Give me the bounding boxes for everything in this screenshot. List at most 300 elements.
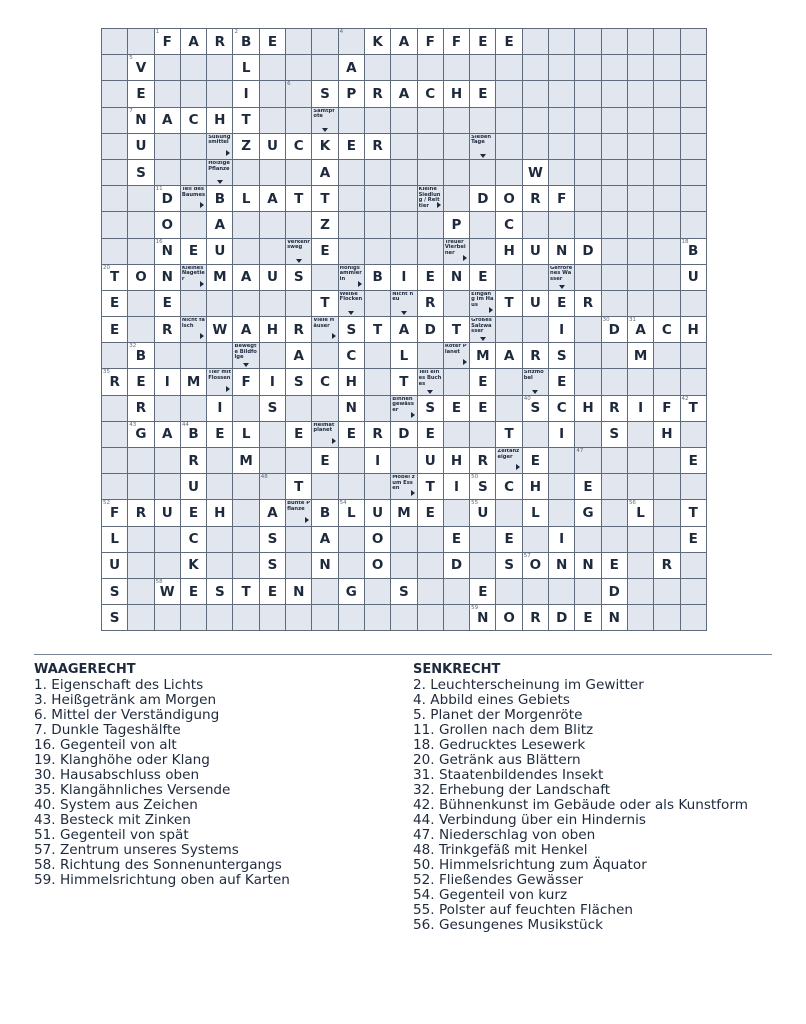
empty-cell[interactable] <box>602 134 628 160</box>
empty-cell[interactable] <box>181 396 207 422</box>
letter-cell[interactable] <box>444 396 470 422</box>
empty-cell[interactable] <box>549 474 575 500</box>
letter-cell[interactable] <box>233 422 259 448</box>
empty-cell[interactable] <box>181 343 207 369</box>
letter-cell[interactable] <box>391 81 417 107</box>
empty-cell[interactable] <box>628 134 654 160</box>
letter-cell[interactable] <box>260 29 286 55</box>
letter-cell[interactable] <box>181 29 207 55</box>
empty-cell[interactable] <box>312 29 338 55</box>
empty-cell[interactable] <box>418 160 444 186</box>
empty-cell[interactable] <box>286 55 312 81</box>
empty-cell[interactable] <box>391 239 417 265</box>
empty-cell[interactable] <box>418 527 444 553</box>
empty-cell[interactable] <box>339 605 365 631</box>
empty-cell[interactable] <box>444 369 470 395</box>
empty-cell[interactable] <box>155 55 181 81</box>
letter-cell[interactable] <box>523 448 549 474</box>
empty-cell[interactable] <box>470 108 496 134</box>
empty-cell[interactable] <box>470 160 496 186</box>
empty-cell[interactable] <box>444 422 470 448</box>
empty-cell[interactable] <box>470 527 496 553</box>
empty-cell[interactable] <box>365 186 391 212</box>
empty-cell[interactable] <box>444 108 470 134</box>
letter-cell[interactable] <box>181 553 207 579</box>
empty-cell[interactable] <box>365 369 391 395</box>
empty-cell[interactable] <box>102 343 128 369</box>
letter-cell[interactable] <box>444 317 470 343</box>
empty-cell[interactable] <box>654 160 680 186</box>
empty-cell[interactable] <box>207 527 233 553</box>
empty-cell[interactable] <box>628 422 654 448</box>
empty-cell[interactable] <box>233 553 259 579</box>
letter-cell[interactable] <box>496 291 522 317</box>
letter-cell[interactable] <box>181 422 207 448</box>
empty-cell[interactable] <box>681 81 707 107</box>
empty-cell[interactable] <box>523 108 549 134</box>
empty-cell[interactable] <box>654 55 680 81</box>
letter-cell[interactable] <box>391 579 417 605</box>
letter-cell[interactable] <box>575 239 601 265</box>
letter-cell[interactable] <box>312 81 338 107</box>
empty-cell[interactable] <box>339 239 365 265</box>
letter-cell[interactable] <box>260 186 286 212</box>
empty-cell[interactable] <box>470 553 496 579</box>
letter-cell[interactable] <box>233 369 259 395</box>
letter-cell[interactable] <box>207 396 233 422</box>
letter-cell[interactable] <box>470 343 496 369</box>
empty-cell[interactable] <box>312 396 338 422</box>
empty-cell[interactable] <box>523 134 549 160</box>
letter-cell[interactable] <box>233 448 259 474</box>
empty-cell[interactable] <box>102 474 128 500</box>
letter-cell[interactable] <box>260 396 286 422</box>
empty-cell[interactable] <box>391 212 417 238</box>
empty-cell[interactable] <box>602 500 628 526</box>
empty-cell[interactable] <box>602 527 628 553</box>
letter-cell[interactable] <box>523 186 549 212</box>
empty-cell[interactable] <box>128 553 154 579</box>
empty-cell[interactable] <box>470 212 496 238</box>
empty-cell[interactable] <box>575 134 601 160</box>
letter-cell[interactable] <box>155 422 181 448</box>
letter-cell[interactable] <box>391 317 417 343</box>
empty-cell[interactable] <box>102 81 128 107</box>
letter-cell[interactable] <box>654 396 680 422</box>
empty-cell[interactable] <box>575 29 601 55</box>
letter-cell[interactable] <box>549 186 575 212</box>
empty-cell[interactable] <box>339 29 365 55</box>
empty-cell[interactable] <box>339 474 365 500</box>
empty-cell[interactable] <box>128 186 154 212</box>
letter-cell[interactable] <box>102 500 128 526</box>
empty-cell[interactable] <box>233 605 259 631</box>
empty-cell[interactable] <box>286 160 312 186</box>
letter-cell[interactable] <box>312 500 338 526</box>
letter-cell[interactable] <box>260 579 286 605</box>
letter-cell[interactable] <box>444 81 470 107</box>
empty-cell[interactable] <box>681 343 707 369</box>
empty-cell[interactable] <box>654 108 680 134</box>
empty-cell[interactable] <box>312 474 338 500</box>
empty-cell[interactable] <box>549 81 575 107</box>
letter-cell[interactable] <box>312 527 338 553</box>
empty-cell[interactable] <box>496 55 522 81</box>
empty-cell[interactable] <box>286 553 312 579</box>
empty-cell[interactable] <box>365 160 391 186</box>
empty-cell[interactable] <box>654 343 680 369</box>
letter-cell[interactable] <box>602 422 628 448</box>
empty-cell[interactable] <box>207 55 233 81</box>
empty-cell[interactable] <box>286 212 312 238</box>
letter-cell[interactable] <box>575 500 601 526</box>
letter-cell[interactable] <box>523 553 549 579</box>
empty-cell[interactable] <box>681 186 707 212</box>
letter-cell[interactable] <box>365 81 391 107</box>
letter-cell[interactable] <box>286 134 312 160</box>
letter-cell[interactable] <box>575 396 601 422</box>
empty-cell[interactable] <box>444 186 470 212</box>
letter-cell[interactable] <box>523 291 549 317</box>
empty-cell[interactable] <box>128 527 154 553</box>
letter-cell[interactable] <box>681 317 707 343</box>
empty-cell[interactable] <box>207 448 233 474</box>
empty-cell[interactable] <box>681 212 707 238</box>
empty-cell[interactable] <box>260 239 286 265</box>
empty-cell[interactable] <box>602 369 628 395</box>
empty-cell[interactable] <box>365 108 391 134</box>
empty-cell[interactable] <box>155 81 181 107</box>
letter-cell[interactable] <box>102 527 128 553</box>
letter-cell[interactable] <box>602 317 628 343</box>
empty-cell[interactable] <box>155 553 181 579</box>
letter-cell[interactable] <box>128 81 154 107</box>
empty-cell[interactable] <box>418 605 444 631</box>
letter-cell[interactable] <box>602 579 628 605</box>
empty-cell[interactable] <box>260 605 286 631</box>
empty-cell[interactable] <box>654 448 680 474</box>
empty-cell[interactable] <box>628 527 654 553</box>
letter-cell[interactable] <box>102 553 128 579</box>
letter-cell[interactable] <box>444 448 470 474</box>
letter-cell[interactable] <box>470 474 496 500</box>
letter-cell[interactable] <box>549 527 575 553</box>
empty-cell[interactable] <box>575 186 601 212</box>
letter-cell[interactable] <box>549 553 575 579</box>
empty-cell[interactable] <box>523 29 549 55</box>
empty-cell[interactable] <box>365 605 391 631</box>
empty-cell[interactable] <box>418 212 444 238</box>
empty-cell[interactable] <box>602 343 628 369</box>
letter-cell[interactable] <box>128 134 154 160</box>
empty-cell[interactable] <box>418 55 444 81</box>
empty-cell[interactable] <box>181 55 207 81</box>
empty-cell[interactable] <box>128 579 154 605</box>
empty-cell[interactable] <box>260 108 286 134</box>
letter-cell[interactable] <box>339 396 365 422</box>
letter-cell[interactable] <box>207 317 233 343</box>
letter-cell[interactable] <box>128 55 154 81</box>
empty-cell[interactable] <box>207 343 233 369</box>
empty-cell[interactable] <box>523 317 549 343</box>
letter-cell[interactable] <box>128 396 154 422</box>
letter-cell[interactable] <box>575 474 601 500</box>
letter-cell[interactable] <box>181 474 207 500</box>
letter-cell[interactable] <box>391 500 417 526</box>
letter-cell[interactable] <box>155 579 181 605</box>
empty-cell[interactable] <box>681 422 707 448</box>
letter-cell[interactable] <box>339 343 365 369</box>
empty-cell[interactable] <box>365 396 391 422</box>
letter-cell[interactable] <box>102 291 128 317</box>
empty-cell[interactable] <box>470 55 496 81</box>
empty-cell[interactable] <box>102 239 128 265</box>
empty-cell[interactable] <box>339 212 365 238</box>
empty-cell[interactable] <box>628 369 654 395</box>
empty-cell[interactable] <box>155 527 181 553</box>
letter-cell[interactable] <box>260 500 286 526</box>
empty-cell[interactable] <box>496 108 522 134</box>
empty-cell[interactable] <box>260 474 286 500</box>
empty-cell[interactable] <box>549 448 575 474</box>
letter-cell[interactable] <box>339 500 365 526</box>
empty-cell[interactable] <box>496 265 522 291</box>
empty-cell[interactable] <box>628 160 654 186</box>
empty-cell[interactable] <box>155 343 181 369</box>
empty-cell[interactable] <box>128 29 154 55</box>
letter-cell[interactable] <box>391 265 417 291</box>
letter-cell[interactable] <box>496 527 522 553</box>
letter-cell[interactable] <box>654 553 680 579</box>
empty-cell[interactable] <box>470 422 496 448</box>
empty-cell[interactable] <box>602 448 628 474</box>
empty-cell[interactable] <box>391 160 417 186</box>
letter-cell[interactable] <box>654 317 680 343</box>
empty-cell[interactable] <box>102 396 128 422</box>
empty-cell[interactable] <box>365 239 391 265</box>
empty-cell[interactable] <box>418 553 444 579</box>
empty-cell[interactable] <box>654 369 680 395</box>
empty-cell[interactable] <box>681 605 707 631</box>
empty-cell[interactable] <box>233 474 259 500</box>
empty-cell[interactable] <box>391 527 417 553</box>
empty-cell[interactable] <box>575 448 601 474</box>
empty-cell[interactable] <box>628 579 654 605</box>
letter-cell[interactable] <box>444 265 470 291</box>
letter-cell[interactable] <box>496 239 522 265</box>
empty-cell[interactable] <box>444 160 470 186</box>
empty-cell[interactable] <box>654 527 680 553</box>
letter-cell[interactable] <box>549 396 575 422</box>
empty-cell[interactable] <box>575 422 601 448</box>
empty-cell[interactable] <box>102 212 128 238</box>
letter-cell[interactable] <box>233 29 259 55</box>
empty-cell[interactable] <box>233 291 259 317</box>
letter-cell[interactable] <box>496 186 522 212</box>
letter-cell[interactable] <box>339 369 365 395</box>
letter-cell[interactable] <box>233 186 259 212</box>
letter-cell[interactable] <box>312 186 338 212</box>
letter-cell[interactable] <box>523 605 549 631</box>
letter-cell[interactable] <box>233 81 259 107</box>
empty-cell[interactable] <box>628 212 654 238</box>
empty-cell[interactable] <box>444 579 470 605</box>
letter-cell[interactable] <box>365 500 391 526</box>
letter-cell[interactable] <box>418 448 444 474</box>
empty-cell[interactable] <box>496 317 522 343</box>
empty-cell[interactable] <box>444 291 470 317</box>
empty-cell[interactable] <box>365 579 391 605</box>
letter-cell[interactable] <box>233 55 259 81</box>
empty-cell[interactable] <box>418 239 444 265</box>
empty-cell[interactable] <box>628 474 654 500</box>
letter-cell[interactable] <box>181 527 207 553</box>
letter-cell[interactable] <box>181 239 207 265</box>
letter-cell[interactable] <box>260 265 286 291</box>
empty-cell[interactable] <box>365 291 391 317</box>
empty-cell[interactable] <box>128 239 154 265</box>
empty-cell[interactable] <box>418 108 444 134</box>
empty-cell[interactable] <box>155 134 181 160</box>
empty-cell[interactable] <box>628 291 654 317</box>
empty-cell[interactable] <box>549 579 575 605</box>
letter-cell[interactable] <box>496 474 522 500</box>
empty-cell[interactable] <box>365 55 391 81</box>
letter-cell[interactable] <box>155 186 181 212</box>
empty-cell[interactable] <box>654 291 680 317</box>
empty-cell[interactable] <box>602 265 628 291</box>
letter-cell[interactable] <box>470 605 496 631</box>
letter-cell[interactable] <box>549 239 575 265</box>
empty-cell[interactable] <box>312 343 338 369</box>
empty-cell[interactable] <box>575 527 601 553</box>
letter-cell[interactable] <box>523 160 549 186</box>
empty-cell[interactable] <box>155 474 181 500</box>
empty-cell[interactable] <box>523 527 549 553</box>
empty-cell[interactable] <box>575 265 601 291</box>
empty-cell[interactable] <box>628 239 654 265</box>
letter-cell[interactable] <box>549 605 575 631</box>
empty-cell[interactable] <box>181 291 207 317</box>
letter-cell[interactable] <box>523 343 549 369</box>
letter-cell[interactable] <box>339 134 365 160</box>
letter-cell[interactable] <box>628 500 654 526</box>
empty-cell[interactable] <box>575 212 601 238</box>
empty-cell[interactable] <box>391 186 417 212</box>
letter-cell[interactable] <box>444 474 470 500</box>
empty-cell[interactable] <box>575 317 601 343</box>
empty-cell[interactable] <box>444 500 470 526</box>
letter-cell[interactable] <box>102 579 128 605</box>
letter-cell[interactable] <box>155 369 181 395</box>
empty-cell[interactable] <box>496 134 522 160</box>
empty-cell[interactable] <box>602 81 628 107</box>
empty-cell[interactable] <box>181 134 207 160</box>
empty-cell[interactable] <box>496 369 522 395</box>
empty-cell[interactable] <box>654 29 680 55</box>
empty-cell[interactable] <box>654 186 680 212</box>
letter-cell[interactable] <box>602 605 628 631</box>
letter-cell[interactable] <box>260 527 286 553</box>
empty-cell[interactable] <box>128 448 154 474</box>
letter-cell[interactable] <box>260 369 286 395</box>
empty-cell[interactable] <box>260 55 286 81</box>
letter-cell[interactable] <box>312 553 338 579</box>
empty-cell[interactable] <box>102 55 128 81</box>
empty-cell[interactable] <box>654 579 680 605</box>
letter-cell[interactable] <box>128 500 154 526</box>
empty-cell[interactable] <box>418 579 444 605</box>
empty-cell[interactable] <box>602 186 628 212</box>
letter-cell[interactable] <box>470 369 496 395</box>
letter-cell[interactable] <box>181 108 207 134</box>
empty-cell[interactable] <box>654 134 680 160</box>
letter-cell[interactable] <box>155 500 181 526</box>
empty-cell[interactable] <box>339 527 365 553</box>
empty-cell[interactable] <box>181 81 207 107</box>
empty-cell[interactable] <box>339 448 365 474</box>
empty-cell[interactable] <box>496 396 522 422</box>
letter-cell[interactable] <box>233 265 259 291</box>
empty-cell[interactable] <box>602 239 628 265</box>
empty-cell[interactable] <box>549 500 575 526</box>
empty-cell[interactable] <box>233 212 259 238</box>
empty-cell[interactable] <box>575 579 601 605</box>
empty-cell[interactable] <box>602 291 628 317</box>
empty-cell[interactable] <box>286 81 312 107</box>
empty-cell[interactable] <box>312 605 338 631</box>
letter-cell[interactable] <box>128 108 154 134</box>
letter-cell[interactable] <box>339 55 365 81</box>
empty-cell[interactable] <box>260 343 286 369</box>
empty-cell[interactable] <box>575 160 601 186</box>
empty-cell[interactable] <box>523 579 549 605</box>
letter-cell[interactable] <box>654 422 680 448</box>
empty-cell[interactable] <box>681 55 707 81</box>
empty-cell[interactable] <box>549 29 575 55</box>
empty-cell[interactable] <box>207 553 233 579</box>
letter-cell[interactable] <box>418 317 444 343</box>
empty-cell[interactable] <box>549 160 575 186</box>
empty-cell[interactable] <box>312 579 338 605</box>
letter-cell[interactable] <box>102 317 128 343</box>
letter-cell[interactable] <box>602 396 628 422</box>
empty-cell[interactable] <box>628 186 654 212</box>
empty-cell[interactable] <box>681 29 707 55</box>
letter-cell[interactable] <box>470 579 496 605</box>
empty-cell[interactable] <box>681 579 707 605</box>
letter-cell[interactable] <box>628 396 654 422</box>
empty-cell[interactable] <box>233 396 259 422</box>
empty-cell[interactable] <box>286 29 312 55</box>
letter-cell[interactable] <box>365 448 391 474</box>
empty-cell[interactable] <box>155 605 181 631</box>
empty-cell[interactable] <box>339 108 365 134</box>
letter-cell[interactable] <box>207 186 233 212</box>
empty-cell[interactable] <box>681 291 707 317</box>
empty-cell[interactable] <box>128 291 154 317</box>
letter-cell[interactable] <box>207 265 233 291</box>
letter-cell[interactable] <box>286 369 312 395</box>
empty-cell[interactable] <box>549 212 575 238</box>
letter-cell[interactable] <box>496 605 522 631</box>
empty-cell[interactable] <box>365 212 391 238</box>
letter-cell[interactable] <box>128 160 154 186</box>
letter-cell[interactable] <box>418 396 444 422</box>
letter-cell[interactable] <box>128 369 154 395</box>
empty-cell[interactable] <box>339 160 365 186</box>
letter-cell[interactable] <box>575 605 601 631</box>
